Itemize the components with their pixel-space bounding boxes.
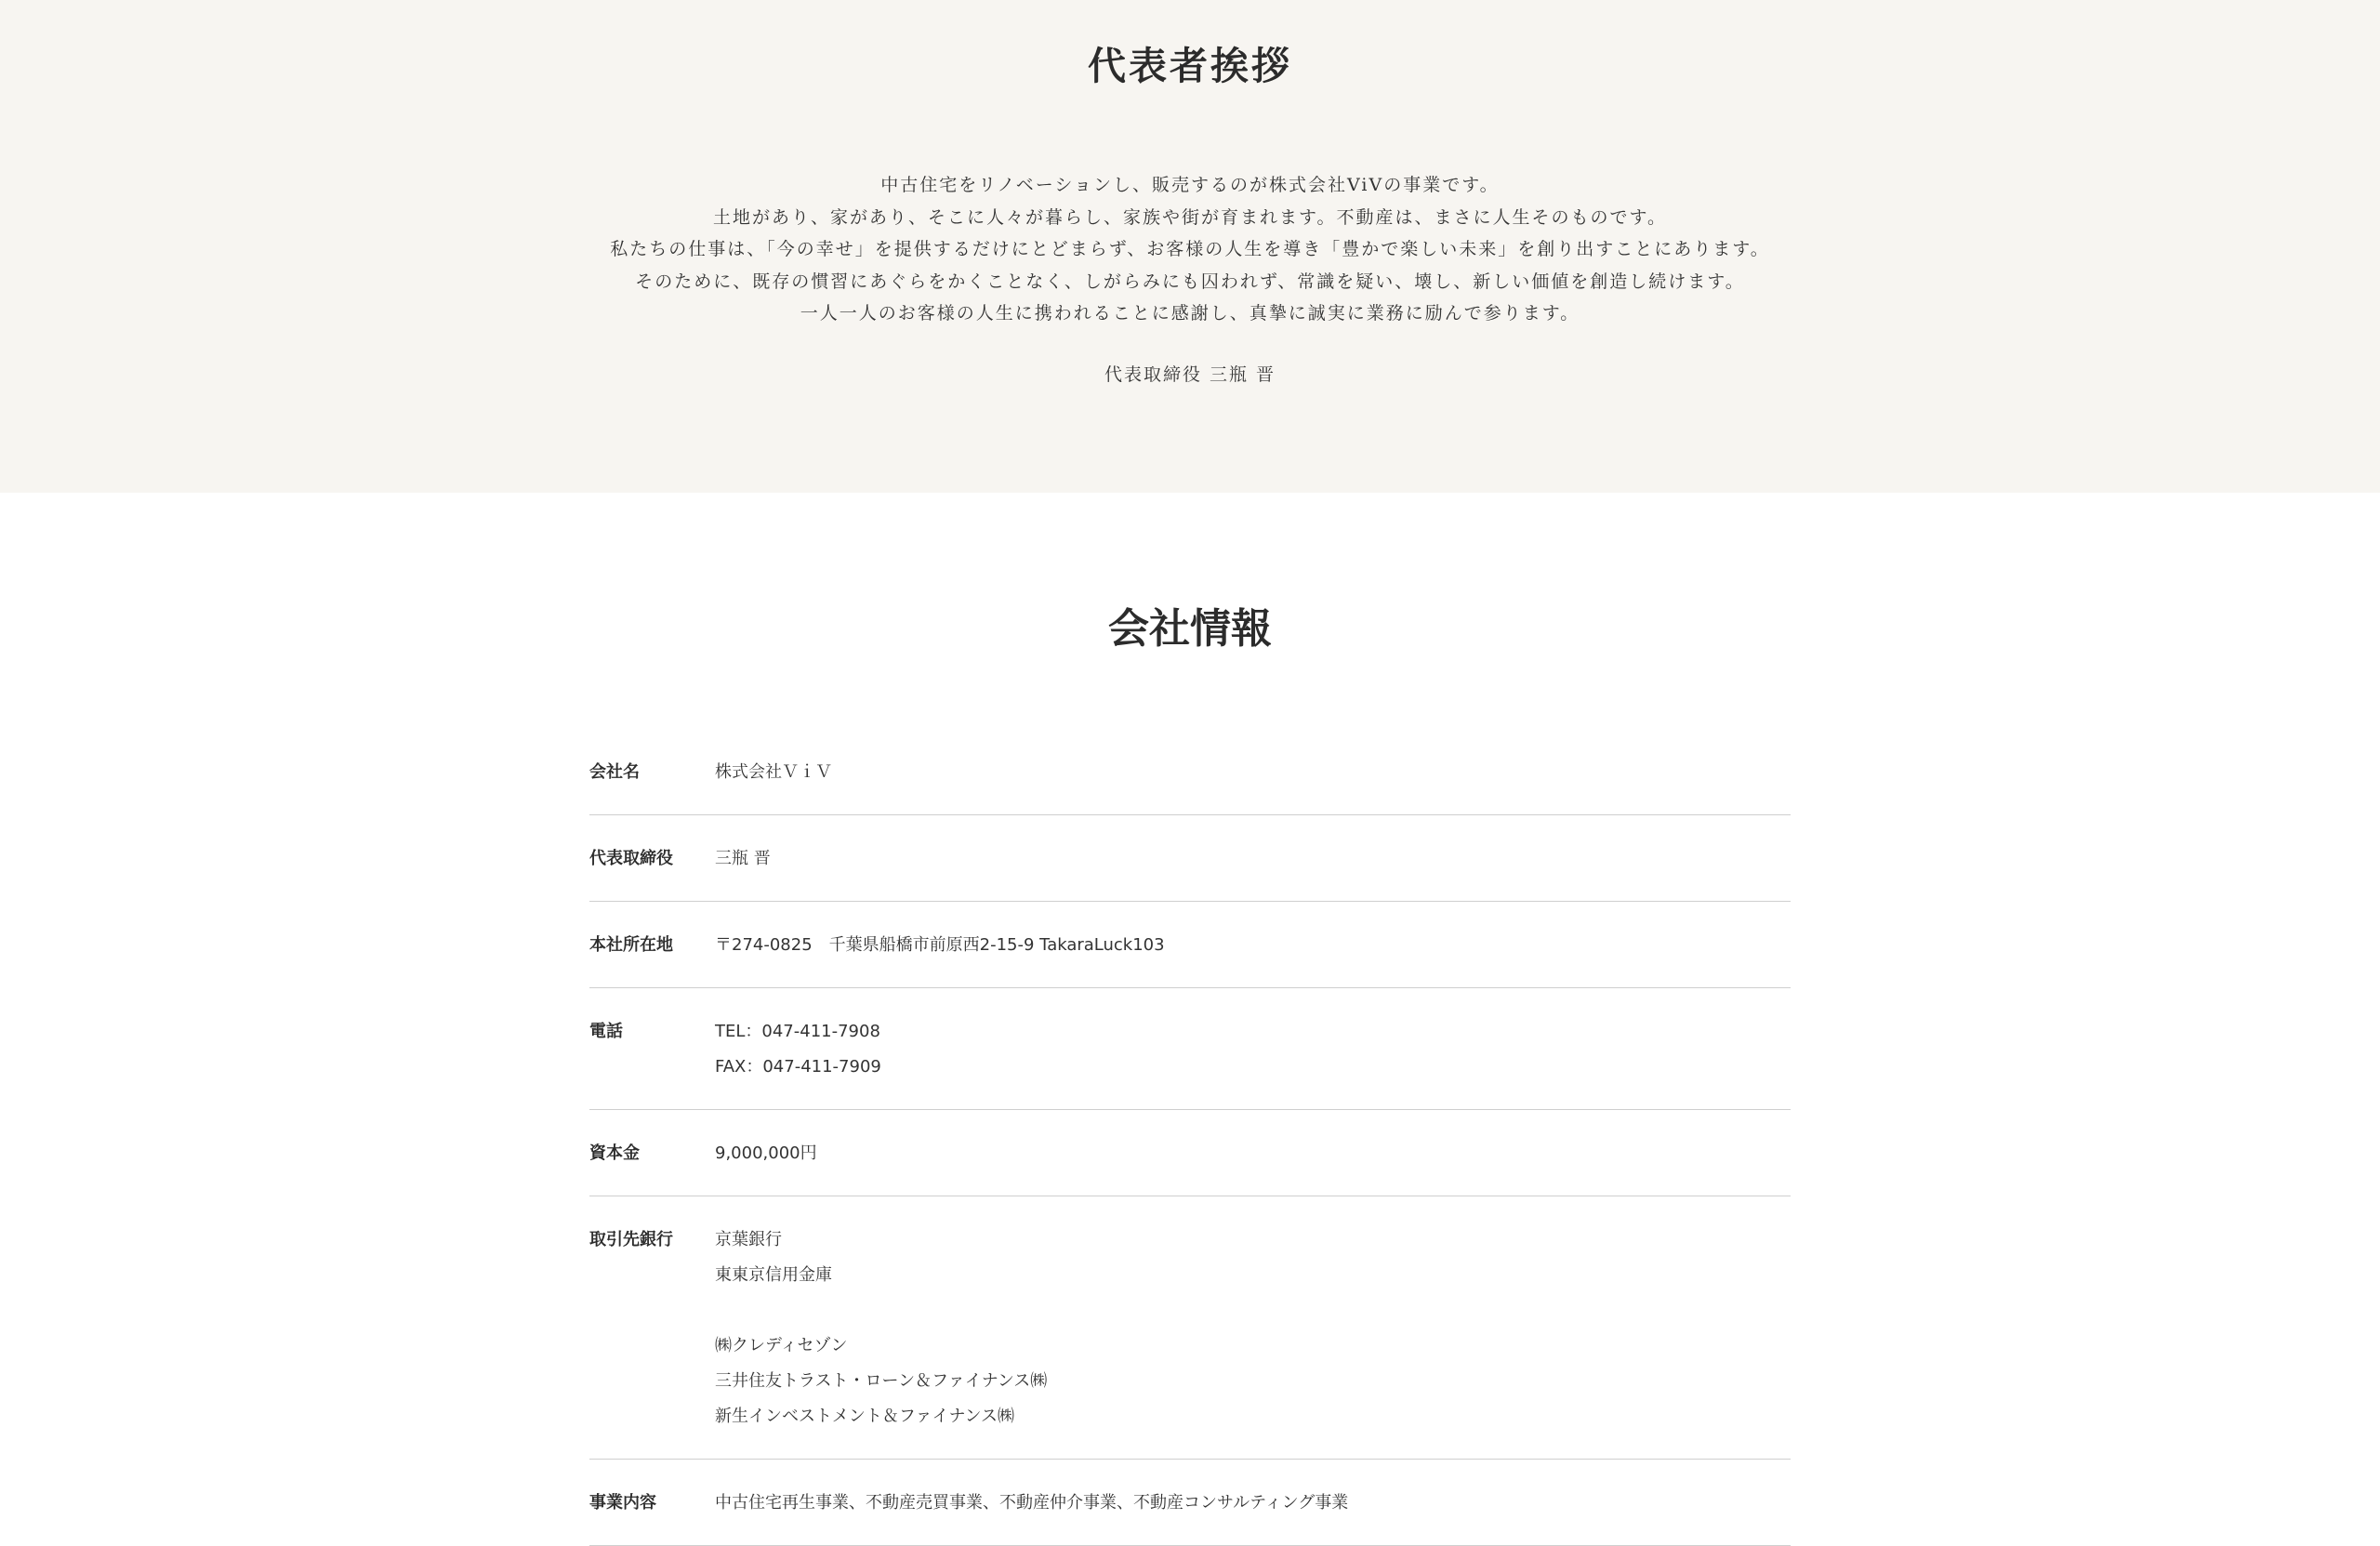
- bank-item: ㈱クレディセゾン: [715, 1336, 848, 1355]
- info-value: [715, 928, 1791, 963]
- company-info-title: 会社情報: [1108, 605, 1272, 653]
- spacer: [715, 1293, 1791, 1328]
- info-row-phone: [589, 988, 1791, 1110]
- info-row-representative: [589, 815, 1791, 902]
- bank-item: 東東京信用金庫: [715, 1265, 832, 1285]
- greeting-title: 代表者挨拶: [1088, 44, 1292, 88]
- bank-item: 三井住友トラスト・ローン＆ファイナンス㈱: [715, 1371, 1048, 1391]
- info-row-capital: [589, 1110, 1791, 1196]
- fax-value: FAX：047-411-7909: [715, 1057, 881, 1077]
- greeting-paragraph: そのために、既存の慣習にあぐらをかくことなく、しがらみにも囚われず、常識を疑い、壊し、新しい価値を創造し続けます。: [635, 271, 1745, 292]
- greeting-paragraph: 中古住宅をリノベーションし、販売するのが株式会社ViVの事業です。: [880, 175, 1500, 195]
- address-value: 〒274-0825 千葉県船橋市前原西2-15-9 TakaraLuck103: [715, 935, 1165, 955]
- greeting-paragraph: 一人一人のお客様の人生に携われることに感謝し、真摯に誠実に業務に励んで参ります。: [800, 303, 1580, 324]
- info-label: 会社名: [589, 762, 640, 782]
- info-label: 資本金: [589, 1143, 640, 1163]
- greeting-signature: 代表取締役 三瓶 晋: [1104, 364, 1276, 385]
- tel-value: TEL：047-411-7908: [715, 1022, 880, 1041]
- info-row-company-name: [589, 729, 1791, 815]
- info-label: 事業内容: [589, 1493, 656, 1513]
- info-row-banks: [589, 1196, 1791, 1460]
- greeting-message: [0, 169, 2380, 330]
- info-value: [715, 1136, 1791, 1171]
- info-value: [715, 1014, 1791, 1085]
- info-label: 本社所在地: [589, 935, 673, 955]
- info-row-address: [589, 902, 1791, 988]
- business-value: 中古住宅再生事業、不動産売買事業、不動産仲介事業、不動産コンサルティング事業: [715, 1493, 1349, 1513]
- info-label: 代表取締役: [589, 849, 673, 868]
- info-label: 取引先銀行: [589, 1230, 673, 1249]
- capital-value: 9,000,000円: [715, 1143, 817, 1163]
- greeting-paragraph: 私たちの仕事は、「今の幸せ」を提供するだけにとどまらず、お客様の人生を導き「豊かで楽しい未来」を創り出すことにあります。: [610, 239, 1770, 259]
- company-info-table: [589, 729, 1791, 1546]
- info-value: [715, 1486, 1791, 1521]
- bank-item: 新生インベストメント＆ファイナンス㈱: [715, 1407, 1015, 1426]
- greeting-paragraph: 土地があり、家があり、そこに人々が暮らし、家族や街が育まれます。不動産は、まさに人生そのものです。: [713, 206, 1667, 228]
- representative-value: 三瓶 晋: [715, 849, 771, 868]
- greeting-section: [0, 0, 2380, 493]
- company-name-value: 株式会社ＶｉＶ: [715, 762, 832, 782]
- info-row-business: [589, 1460, 1791, 1546]
- info-label: 電話: [589, 1022, 623, 1041]
- bank-item: 京葉銀行: [715, 1230, 782, 1249]
- info-value: [715, 841, 1791, 877]
- info-value: [715, 1222, 1791, 1434]
- info-value: [715, 755, 1791, 790]
